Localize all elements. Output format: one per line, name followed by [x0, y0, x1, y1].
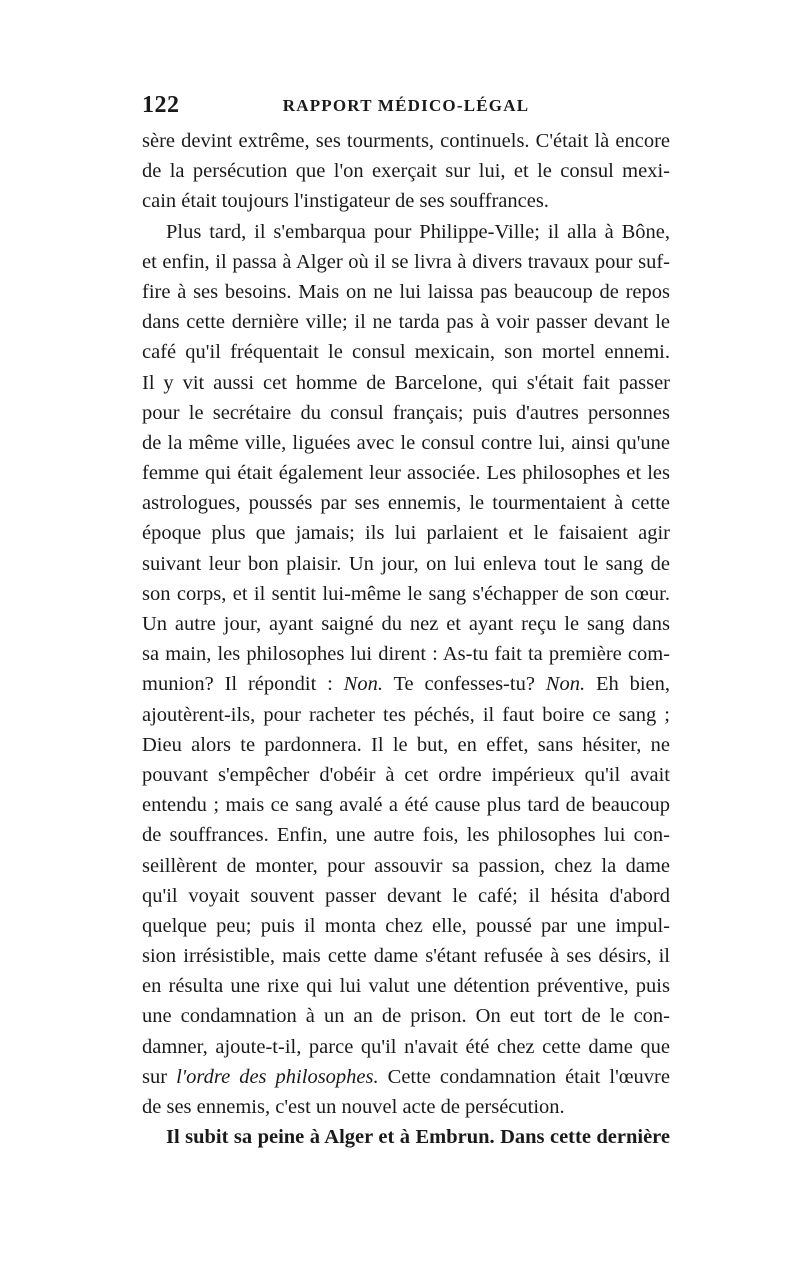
text-line: dans cette dernière ville; il ne tarda pas à voir passer devant le: [142, 311, 670, 334]
text-line: de ses ennemis, c'est un nouvel acte de persécution.: [142, 1096, 565, 1118]
italic-word: Non.: [343, 673, 383, 696]
text-line: pouvant s'empêcher d'obéir à cet ordre impérieux qu'il avait: [142, 763, 670, 786]
text-line-with-italics: sur l'ordre des philosophes. Cette condamnation était l'œuvre: [142, 1065, 670, 1088]
italic-word: Non.: [545, 673, 586, 696]
text-line: qu'il voyait souvent passer devant le café; il hésita d'abord: [142, 884, 670, 907]
text-line: entendu ; mais ce sang avalé a été cause plus tard de beaucoup: [142, 794, 670, 817]
text-line: une condamnation à un an de prison. On eut tort de le con-: [142, 1005, 670, 1028]
text-line: ajoutèrent-ils, pour racheter tes péchés, il faut boire ce sang ;: [142, 703, 670, 726]
text-line: de la persécution que l'on exerçait sur lui, et le consul mexi-: [142, 160, 670, 183]
text-line: damner, ajoute-t-il, parce qu'il n'avait été chez cette dame que: [142, 1035, 670, 1058]
text-line: époque plus que jamais; ils lui parlaient et le faisaient agir: [142, 522, 670, 545]
text-line: astrologues, poussés par ses ennemis, le tourmentaient à cette: [142, 492, 670, 515]
text-line: en résulta une rixe qui lui valut une détention préventive, puis: [142, 975, 670, 998]
text-line: cain était toujours l'instigateur de ses souffrances.: [142, 190, 549, 213]
text-line: café qu'il fréquentait le consul mexicain, son mortel ennemi.: [142, 341, 670, 364]
text-line: Dieu alors te pardonnera. Il le but, en effet, sans hésiter, ne: [142, 733, 670, 756]
running-head: RAPPORT MÉDICO-LÉGAL: [282, 96, 530, 115]
text-line: Il y vit aussi cet homme de Barcelone, qui s'était fait passer: [142, 371, 670, 394]
text-line: femme qui était également leur associée. Les philosophes et les: [142, 462, 670, 485]
text-line: suivant leur bon plaisir. Un jour, on lui enleva tout le sang de: [142, 552, 670, 575]
text-line: Plus tard, il s'embarqua pour Philippe-Ville; il alla à Bône,: [166, 220, 670, 243]
page-number: 122: [142, 92, 180, 118]
text-line: son corps, et il sentit lui-même le sang s'échapper de son cœur.: [142, 582, 670, 605]
text-line: de souffrances. Enfin, une autre fois, les philosophes lui con-: [142, 824, 670, 847]
text-line: et enfin, il passa à Alger où il se livra à divers travaux pour suf-: [142, 250, 670, 273]
text-line: pour le secrétaire du consul français; puis d'autres personnes: [142, 401, 670, 424]
body-text: [142, 126, 670, 1152]
text-line: quelque peu; puis il monta chez elle, poussé par une impul-: [142, 914, 670, 937]
text-line: sa main, les philosophes lui dirent : As-tu fait ta première com-: [142, 643, 670, 666]
text-line: sère devint extrême, ses tourments, continuels. C'était là encore: [142, 130, 670, 152]
text-line: seillèrent de monter, pour assouvir sa passion, chez la dame: [142, 854, 670, 877]
text-line: fire à ses besoins. Mais on ne lui laissa pas beaucoup de repos: [142, 280, 670, 303]
page-header: [142, 92, 670, 122]
text-line-with-italics: munion? Il répondit : Non. Te confesses-tu? Non. Eh bien,: [142, 673, 670, 696]
text-line: Il subit sa peine à Alger et à Embrun. Dans cette dernière: [166, 1126, 670, 1149]
text-line: sion irrésistible, mais cette dame s'étant refusée à ses désirs, il: [142, 945, 670, 968]
text-line: Un autre jour, ayant saigné du nez et ayant reçu le sang dans: [142, 613, 670, 635]
text-line: de la même ville, liguées avec le consul contre lui, ainsi qu'une: [142, 431, 670, 454]
italic-phrase: l'ordre des philosophes.: [176, 1065, 379, 1088]
